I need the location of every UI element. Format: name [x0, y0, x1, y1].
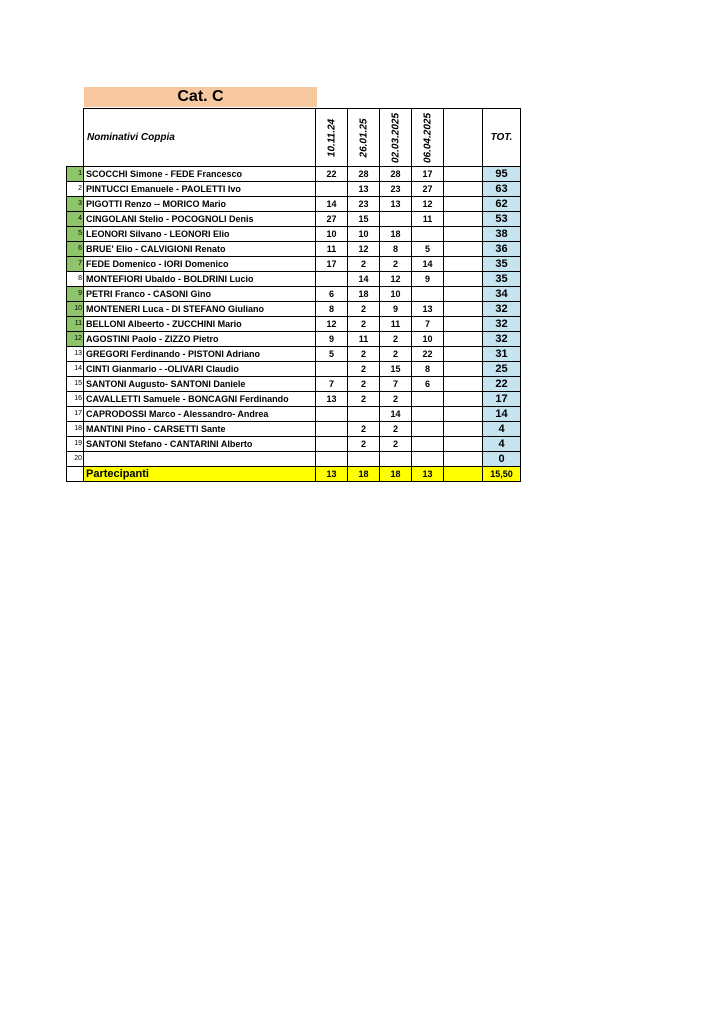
- score-cell: 9: [316, 332, 348, 347]
- score-cell: 6: [412, 377, 444, 392]
- rank-number: 15: [67, 377, 84, 392]
- blank-cell: [444, 422, 483, 437]
- table-row: [67, 287, 521, 302]
- score-cell: 18: [348, 287, 380, 302]
- score-cell: [316, 272, 348, 287]
- score-cell: 2: [348, 257, 380, 272]
- score-cell: 15: [348, 212, 380, 227]
- participants-rank-cell: [67, 467, 84, 482]
- score-cell: [316, 422, 348, 437]
- total-cell: 35: [483, 272, 521, 287]
- score-cell: 5: [412, 242, 444, 257]
- total-cell: 35: [483, 257, 521, 272]
- score-cell: 8: [380, 242, 412, 257]
- category-title: Cat. C: [84, 87, 317, 107]
- participants-label: Partecipanti: [84, 467, 316, 482]
- participants-blank: [444, 467, 483, 482]
- total-cell: 22: [483, 377, 521, 392]
- blank-cell: [444, 392, 483, 407]
- score-cell: [316, 452, 348, 467]
- score-cell: 17: [316, 257, 348, 272]
- score-cell: 2: [348, 347, 380, 362]
- rank-number: 4: [67, 212, 84, 227]
- score-cell: 22: [412, 347, 444, 362]
- table-row: [67, 302, 521, 317]
- blank-cell: [444, 377, 483, 392]
- table-row: [67, 167, 521, 182]
- rank-number: 17: [67, 407, 84, 422]
- blank-cell: [444, 332, 483, 347]
- couple-name: FEDE Domenico - IORI Domenico: [84, 257, 316, 272]
- couple-name: GREGORI Ferdinando - PISTONI Adriano: [84, 347, 316, 362]
- score-cell: 28: [348, 167, 380, 182]
- score-cell: 7: [412, 317, 444, 332]
- score-cell: 11: [348, 332, 380, 347]
- score-cell: 27: [316, 212, 348, 227]
- score-cell: 14: [380, 407, 412, 422]
- table-row: [67, 392, 521, 407]
- table-row: [67, 332, 521, 347]
- participants-total: 15,50: [483, 467, 521, 482]
- rank-number: 1: [67, 167, 84, 182]
- participants-count: 18: [348, 467, 380, 482]
- couple-name: MONTEFIORI Ubaldo - BOLDRINI Lucio: [84, 272, 316, 287]
- score-cell: [412, 437, 444, 452]
- score-cell: [316, 437, 348, 452]
- couple-name: BRUE' Elio - CALVIGIONI Renato: [84, 242, 316, 257]
- blank-cell: [444, 182, 483, 197]
- score-cell: 23: [348, 197, 380, 212]
- blank-cell: [444, 257, 483, 272]
- score-cell: 10: [412, 332, 444, 347]
- couple-name: MONTENERI Luca - DI STEFANO Giuliano: [84, 302, 316, 317]
- total-cell: 25: [483, 362, 521, 377]
- total-header: TOT.: [483, 109, 521, 167]
- score-cell: [412, 407, 444, 422]
- score-cell: 9: [412, 272, 444, 287]
- table-row: [67, 407, 521, 422]
- table-row: [67, 347, 521, 362]
- couple-name: CAVALLETTI Samuele - BONCAGNI Ferdinando: [84, 392, 316, 407]
- score-cell: 2: [380, 422, 412, 437]
- table-row: [67, 452, 521, 467]
- date-header: 02.03.2025: [380, 109, 412, 167]
- score-cell: 8: [412, 362, 444, 377]
- score-cell: 2: [380, 392, 412, 407]
- table-row: [67, 227, 521, 242]
- score-cell: [412, 227, 444, 242]
- rank-number: 18: [67, 422, 84, 437]
- score-cell: [412, 422, 444, 437]
- score-cell: [316, 182, 348, 197]
- score-cell: 13: [316, 392, 348, 407]
- couple-name: CAPRODOSSI Marco - Alessandro- Andrea: [84, 407, 316, 422]
- couple-name: SANTONI Augusto- SANTONI Daniele: [84, 377, 316, 392]
- couple-name: CINGOLANI Stelio - POCOGNOLI Denis: [84, 212, 316, 227]
- score-cell: [348, 407, 380, 422]
- score-cell: 11: [380, 317, 412, 332]
- blank-cell: [444, 227, 483, 242]
- table-row: [67, 317, 521, 332]
- score-cell: 13: [380, 197, 412, 212]
- score-cell: 12: [380, 272, 412, 287]
- total-cell: 32: [483, 332, 521, 347]
- participants-row: [67, 467, 521, 482]
- total-cell: 95: [483, 167, 521, 182]
- total-cell: 4: [483, 422, 521, 437]
- table-row: [67, 437, 521, 452]
- score-cell: [316, 362, 348, 377]
- total-cell: 63: [483, 182, 521, 197]
- total-cell: 4: [483, 437, 521, 452]
- table-row: [67, 272, 521, 287]
- couple-name: BELLONI Albeerto - ZUCCHINI Mario: [84, 317, 316, 332]
- rank-number: 6: [67, 242, 84, 257]
- score-cell: 12: [348, 242, 380, 257]
- blank-cell: [444, 347, 483, 362]
- score-cell: 2: [348, 437, 380, 452]
- blank-cell: [444, 437, 483, 452]
- blank-cell: [444, 407, 483, 422]
- couple-name: PINTUCCI Emanuele - PAOLETTI Ivo: [84, 182, 316, 197]
- blank-cell: [444, 242, 483, 257]
- score-cell: 13: [348, 182, 380, 197]
- name-header: Nominativi Coppia: [84, 109, 316, 167]
- score-cell: 17: [412, 167, 444, 182]
- blank-cell: [444, 287, 483, 302]
- rank-number: 9: [67, 287, 84, 302]
- couple-name: MANTINI Pino - CARSETTI Sante: [84, 422, 316, 437]
- couple-name: LEONORI Silvano - LEONORI Elio: [84, 227, 316, 242]
- total-cell: 31: [483, 347, 521, 362]
- score-cell: 12: [412, 197, 444, 212]
- total-cell: 62: [483, 197, 521, 212]
- total-cell: 14: [483, 407, 521, 422]
- rank-number: 7: [67, 257, 84, 272]
- score-cell: 7: [316, 377, 348, 392]
- score-cell: 18: [380, 227, 412, 242]
- score-cell: 14: [412, 257, 444, 272]
- score-cell: 15: [380, 362, 412, 377]
- score-cell: 2: [380, 257, 412, 272]
- score-cell: 6: [316, 287, 348, 302]
- couple-name: PIGOTTI Renzo -- MORICO Mario: [84, 197, 316, 212]
- score-cell: 2: [380, 347, 412, 362]
- score-cell: 11: [412, 212, 444, 227]
- table-row: [67, 257, 521, 272]
- total-cell: 32: [483, 317, 521, 332]
- couple-name: CINTI Gianmario - -OLIVARI Claudio: [84, 362, 316, 377]
- blank-cell: [444, 317, 483, 332]
- date-header: 10.11.24: [316, 109, 348, 167]
- score-cell: 2: [348, 302, 380, 317]
- score-cell: 27: [412, 182, 444, 197]
- score-cell: [348, 452, 380, 467]
- score-cell: 2: [348, 392, 380, 407]
- score-cell: 13: [412, 302, 444, 317]
- score-cell: [380, 212, 412, 227]
- couple-name: AGOSTINI Paolo - ZIZZO Pietro: [84, 332, 316, 347]
- rank-number: 20: [67, 452, 84, 467]
- blank-cell: [444, 212, 483, 227]
- score-cell: 5: [316, 347, 348, 362]
- score-cell: 22: [316, 167, 348, 182]
- participants-count: 13: [316, 467, 348, 482]
- total-cell: 32: [483, 302, 521, 317]
- table-row: [67, 197, 521, 212]
- couple-name: SCOCCHI Simone - FEDE Francesco: [84, 167, 316, 182]
- rank-number: 5: [67, 227, 84, 242]
- score-cell: 2: [348, 317, 380, 332]
- score-cell: [412, 392, 444, 407]
- participants-count: 18: [380, 467, 412, 482]
- date-header: 06.04.2025: [412, 109, 444, 167]
- score-cell: [412, 287, 444, 302]
- score-cell: 9: [380, 302, 412, 317]
- participants-count: 13: [412, 467, 444, 482]
- rank-number: 14: [67, 362, 84, 377]
- score-cell: 2: [348, 377, 380, 392]
- couple-name: SANTONI Stefano - CANTARINI Alberto: [84, 437, 316, 452]
- score-cell: 7: [380, 377, 412, 392]
- score-cell: 2: [380, 332, 412, 347]
- rank-number: 13: [67, 347, 84, 362]
- table-row: [67, 362, 521, 377]
- total-cell: 38: [483, 227, 521, 242]
- table-row: [67, 212, 521, 227]
- total-cell: 53: [483, 212, 521, 227]
- rank-number: 8: [67, 272, 84, 287]
- rank-number: 2: [67, 182, 84, 197]
- blank-cell: [444, 197, 483, 212]
- score-cell: [380, 452, 412, 467]
- date-header: 26.01.25: [348, 109, 380, 167]
- blank-cell: [444, 272, 483, 287]
- blank-cell: [444, 167, 483, 182]
- couple-name: [84, 452, 316, 467]
- rank-number: 3: [67, 197, 84, 212]
- blank-cell: [444, 452, 483, 467]
- table-row: [67, 377, 521, 392]
- rank-number: 16: [67, 392, 84, 407]
- header-row: [67, 109, 521, 167]
- score-cell: 12: [316, 317, 348, 332]
- ranking-table: [66, 108, 521, 482]
- score-cell: 23: [380, 182, 412, 197]
- score-cell: 10: [348, 227, 380, 242]
- total-cell: 34: [483, 287, 521, 302]
- blank-header: [444, 109, 483, 167]
- rank-number: 10: [67, 302, 84, 317]
- table-row: [67, 182, 521, 197]
- score-cell: 14: [316, 197, 348, 212]
- score-cell: 28: [380, 167, 412, 182]
- table-row: [67, 422, 521, 437]
- score-cell: [412, 452, 444, 467]
- rank-number: 12: [67, 332, 84, 347]
- couple-name: PETRI Franco - CASONI Gino: [84, 287, 316, 302]
- score-cell: 8: [316, 302, 348, 317]
- score-cell: [316, 407, 348, 422]
- score-cell: 14: [348, 272, 380, 287]
- score-cell: 2: [348, 422, 380, 437]
- total-cell: 17: [483, 392, 521, 407]
- score-cell: 2: [380, 437, 412, 452]
- total-cell: 36: [483, 242, 521, 257]
- blank-cell: [444, 302, 483, 317]
- rank-number: 19: [67, 437, 84, 452]
- rank-number: 11: [67, 317, 84, 332]
- score-cell: 10: [380, 287, 412, 302]
- table-row: [67, 242, 521, 257]
- blank-cell: [444, 362, 483, 377]
- total-cell: 0: [483, 452, 521, 467]
- rank-header: [67, 109, 84, 167]
- score-cell: 10: [316, 227, 348, 242]
- score-cell: 11: [316, 242, 348, 257]
- score-cell: 2: [348, 362, 380, 377]
